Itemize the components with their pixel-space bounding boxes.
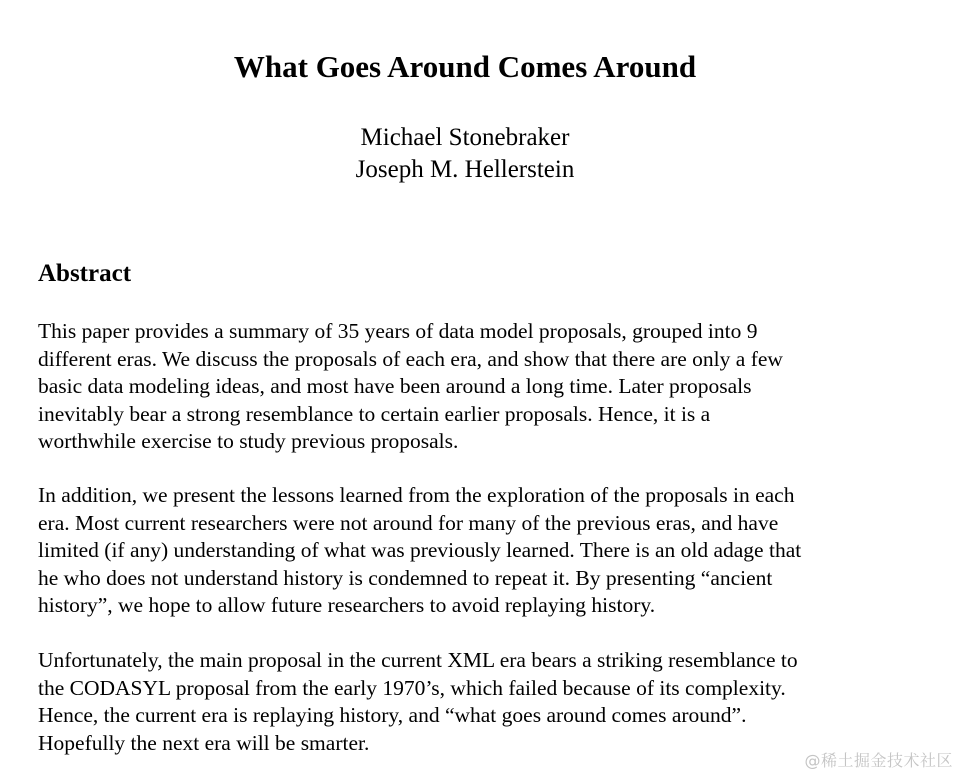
abstract-paragraph [38,647,918,757]
author-name: Joseph M. Hellerstein [355,156,575,183]
author-name: Michael Stonebraker [360,124,570,151]
abstract-paragraph [38,482,918,620]
text-line: Hopefully the next era will be smarter. [38,730,370,755]
text-line: era. Most current researchers were not around for many of the previous eras, and have [38,510,779,535]
author-list [0,122,930,186]
text-line: the CODASYL proposal from the early 1970’s, which failed because of its complexity. [38,675,786,700]
watermark: @稀土掘金技术社区 [804,751,953,770]
text-line: Hence, the current era is replaying history, and “what goes around comes around”. [38,703,747,727]
text-line: he who does not understand history is condemned to repeat it. By presenting “ancient [38,565,773,590]
text-line: different eras. We discuss the proposals of each era, and show that there are only a few [38,346,783,371]
text-line: limited (if any) understanding of what was previously learned. There is an old adage that [38,538,802,562]
text-line: This paper provides a summary of 35 years of data model proposals, grouped into 9 [38,319,758,343]
abstract-heading: Abstract [38,260,132,287]
text-line: basic data modeling ideas, and most have been around a long time. Later proposals [38,374,752,398]
text-line: Unfortunately, the main proposal in the current XML era bears a striking resemblance to [38,648,798,672]
text-line: history”, we hope to allow future researchers to avoid replaying history. [38,593,656,617]
abstract-paragraph [38,318,918,456]
text-line: In addition, we present the lessons learned from the exploration of the proposals in each [38,483,795,507]
paper-title: What Goes Around Comes Around [233,49,697,84]
text-line: worthwhile exercise to study previous proposals. [38,429,459,453]
text-line: inevitably bear a strong resemblance to certain earlier proposals. Hence, it is a [38,401,711,426]
